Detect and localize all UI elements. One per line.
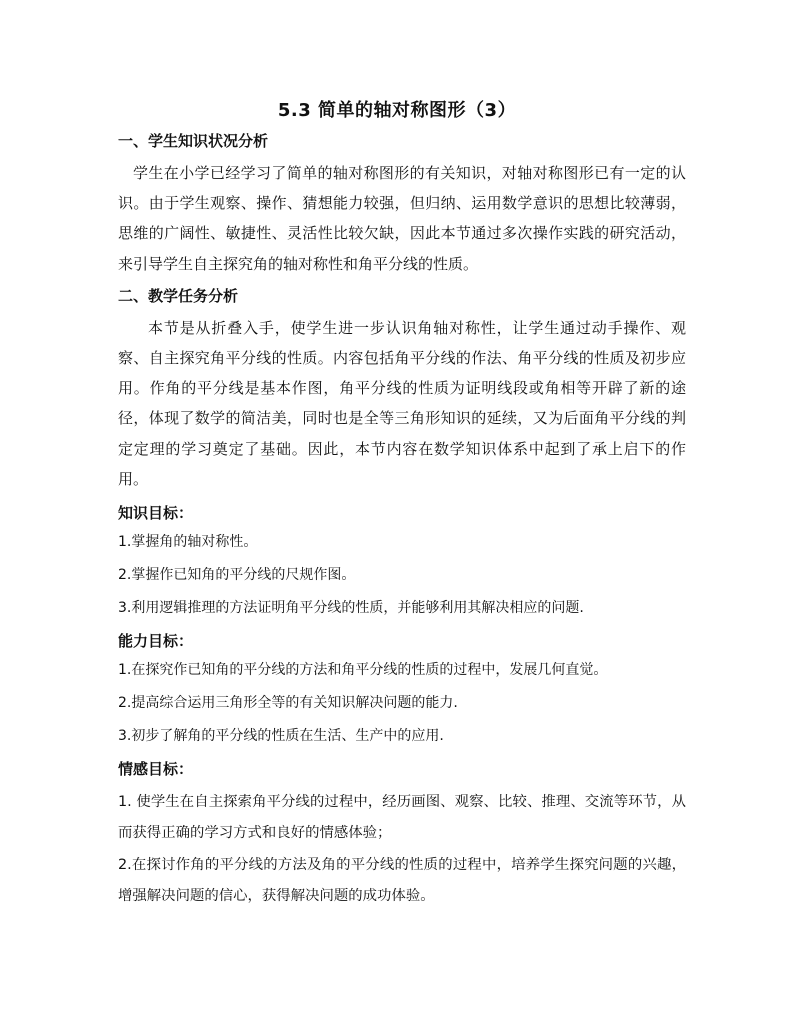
teaching-task-paragraph: 本节是从折叠入手，使学生进一步认识角轴对称性，让学生通过动手操作、观察、自主探究角平分线的性质。内容包括角平分线的作法、角平分线的性质及初步应用。作角的平分线是基本作图，角平分线的性质为证明线段或角相等开辟了新的途径，体现了数学的简洁美，同时也是全等三角形知识的延续，又为后面角平分线的判定定理的学习奠定了基础。因此，本节内容在数学知识体系中起到了承上启下的作用。	[118, 318, 686, 488]
emotion-goal-item: 1. 使学生在自主探索角平分线的过程中，经历画图、观察、比较、推理、交流等环节，从而获得正确的学习方式和良好的情感体验；	[118, 794, 686, 841]
ability-goals-heading: 能力目标：	[118, 632, 194, 651]
emotion-goal-item: 2.在探讨作角的平分线的方法及角的平分线的性质的过程中，培养学生探究问题的兴趣，增强解决问题的信心，获得解决问题的成功体验。	[118, 857, 686, 904]
ability-goal-item: 2.提高综合运用三角形全等的有关知识解决问题的能力.	[118, 695, 458, 712]
document-title: 5.3 简单的轴对称图形（3）	[277, 100, 517, 121]
ability-goal-item: 1.在探究作已知角的平分线的方法和角平分线的性质的过程中，发展几何直觉。	[118, 662, 608, 679]
ability-goal-item: 3.初步了解角的平分线的性质在生活、生产中的应用.	[118, 728, 444, 745]
section-heading-teaching-task: 二、教学任务分析	[118, 286, 239, 305]
knowledge-goals-heading: 知识目标：	[118, 504, 194, 523]
document-body	[118, 130, 686, 913]
knowledge-goal-item: 1.掌握角的轴对称性。	[118, 534, 258, 551]
section-heading-student-knowledge: 一、学生知识状况分析	[118, 132, 269, 150]
emotion-goals-heading: 情感目标：	[118, 760, 194, 779]
student-knowledge-paragraph: 学生在小学已经学习了简单的轴对称图形的有关知识，对轴对称图形已有一定的认识。由于学生观察、操作、猜想能力较强，但归纳、运用数学意识的思想比较薄弱，思维的广阔性、敏捷性、灵活性比较欠缺，因此本节通过多次操作实践的研究活动，来引导学生自主探究角的轴对称性和角平分线的性质。	[118, 164, 686, 273]
knowledge-goal-item: 2.掌握作已知角的平分线的尺规作图。	[118, 567, 356, 584]
knowledge-goal-item: 3.利用逻辑推理的方法证明角平分线的性质，并能够利用其解决相应的问题.	[118, 600, 584, 617]
